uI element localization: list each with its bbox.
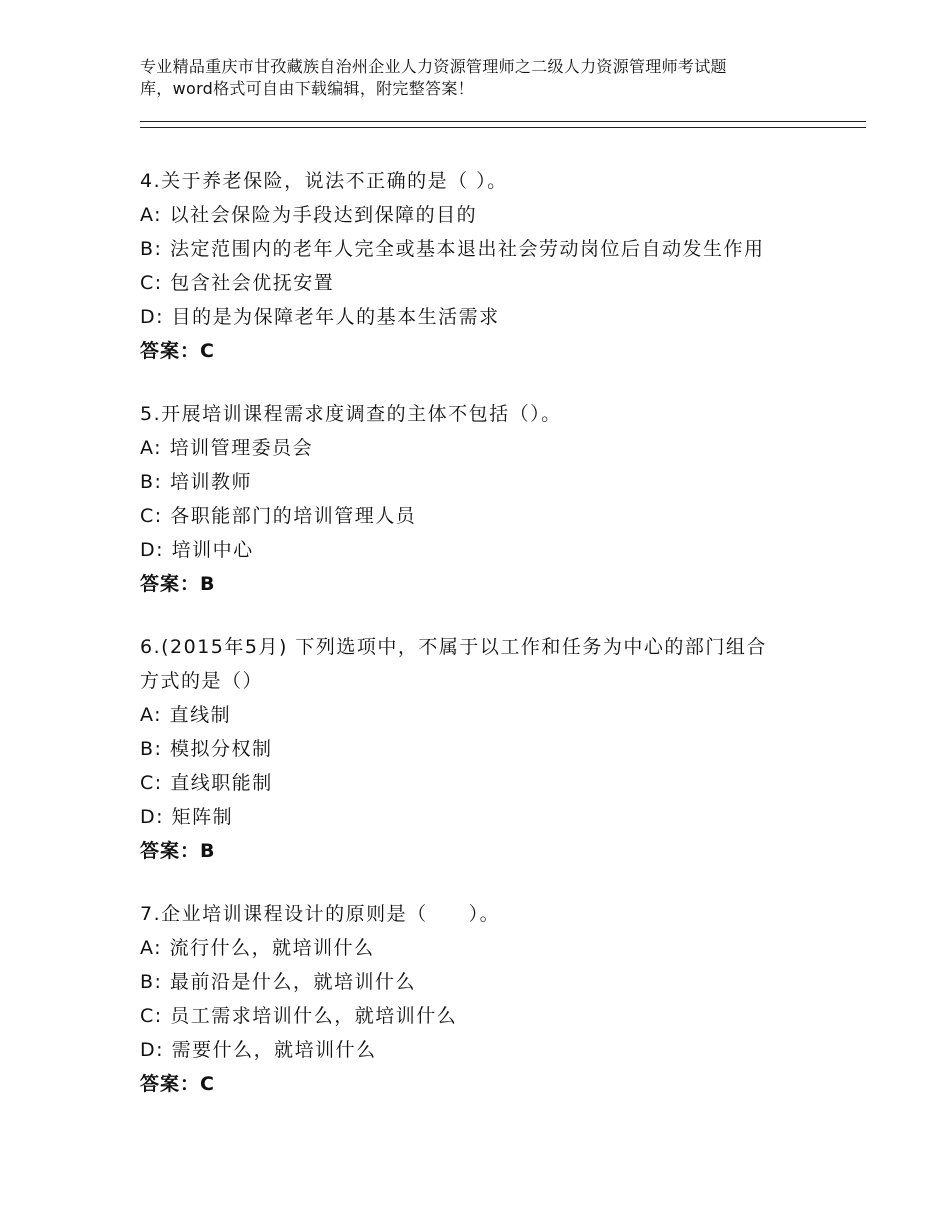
option-d: D: 目的是为保障老年人的基本生活需求 [140, 306, 500, 328]
header-line-2: 库，word格式可自由下载编辑，附完整答案！ [140, 79, 474, 98]
option-b: B: 模拟分权制 [140, 738, 273, 760]
question-stem: 7.企业培训课程设计的原则是（ ）。 [140, 903, 501, 925]
option-c: C: 直线职能制 [140, 772, 273, 794]
answer-label: 答案：C [140, 340, 215, 362]
question-stem-line-2: 方式的是（） [140, 670, 264, 692]
option-c: C: 包含社会优抚安置 [140, 272, 335, 294]
answer-label: 答案：C [140, 1073, 215, 1095]
option-b: B: 最前沿是什么，就培训什么 [140, 971, 416, 993]
option-a: A: 培训管理委员会 [140, 437, 314, 459]
question-stem: 4.关于养老保险，说法不正确的是（ ）。 [140, 170, 508, 192]
option-c: C: 员工需求培训什么，就培训什么 [140, 1005, 458, 1027]
header-line-1: 专业精品重庆市甘孜藏族自治州企业人力资源管理师之二级人力资源管理师考试题 [140, 57, 727, 76]
header-divider [140, 121, 866, 128]
option-b: B: 培训教师 [140, 471, 252, 493]
question-7 [140, 897, 840, 1101]
question-stem: 5.开展培训课程需求度调查的主体不包括（）。 [140, 403, 562, 425]
option-d: D: 培训中心 [140, 539, 254, 561]
option-d: D: 需要什么，就培训什么 [140, 1039, 377, 1061]
question-6 [140, 630, 840, 868]
option-a: A: 以社会保险为手段达到保障的目的 [140, 204, 478, 226]
option-b: B: 法定范围内的老年人完全或基本退出社会劳动岗位后自动发生作用 [140, 238, 765, 260]
question-5 [140, 397, 840, 601]
option-a: A: 直线制 [140, 704, 232, 726]
question-stem-line-1: 6.(2015年5月) 下列选项中，不属于以工作和任务为中心的部门组合 [140, 636, 767, 658]
question-4 [140, 164, 840, 368]
option-d: D: 矩阵制 [140, 806, 234, 828]
answer-label: 答案：B [140, 840, 216, 862]
document-header [140, 56, 830, 100]
question-list [140, 164, 840, 1130]
option-a: A: 流行什么，就培训什么 [140, 937, 375, 959]
answer-label: 答案：B [140, 573, 216, 595]
option-c: C: 各职能部门的培训管理人员 [140, 505, 417, 527]
